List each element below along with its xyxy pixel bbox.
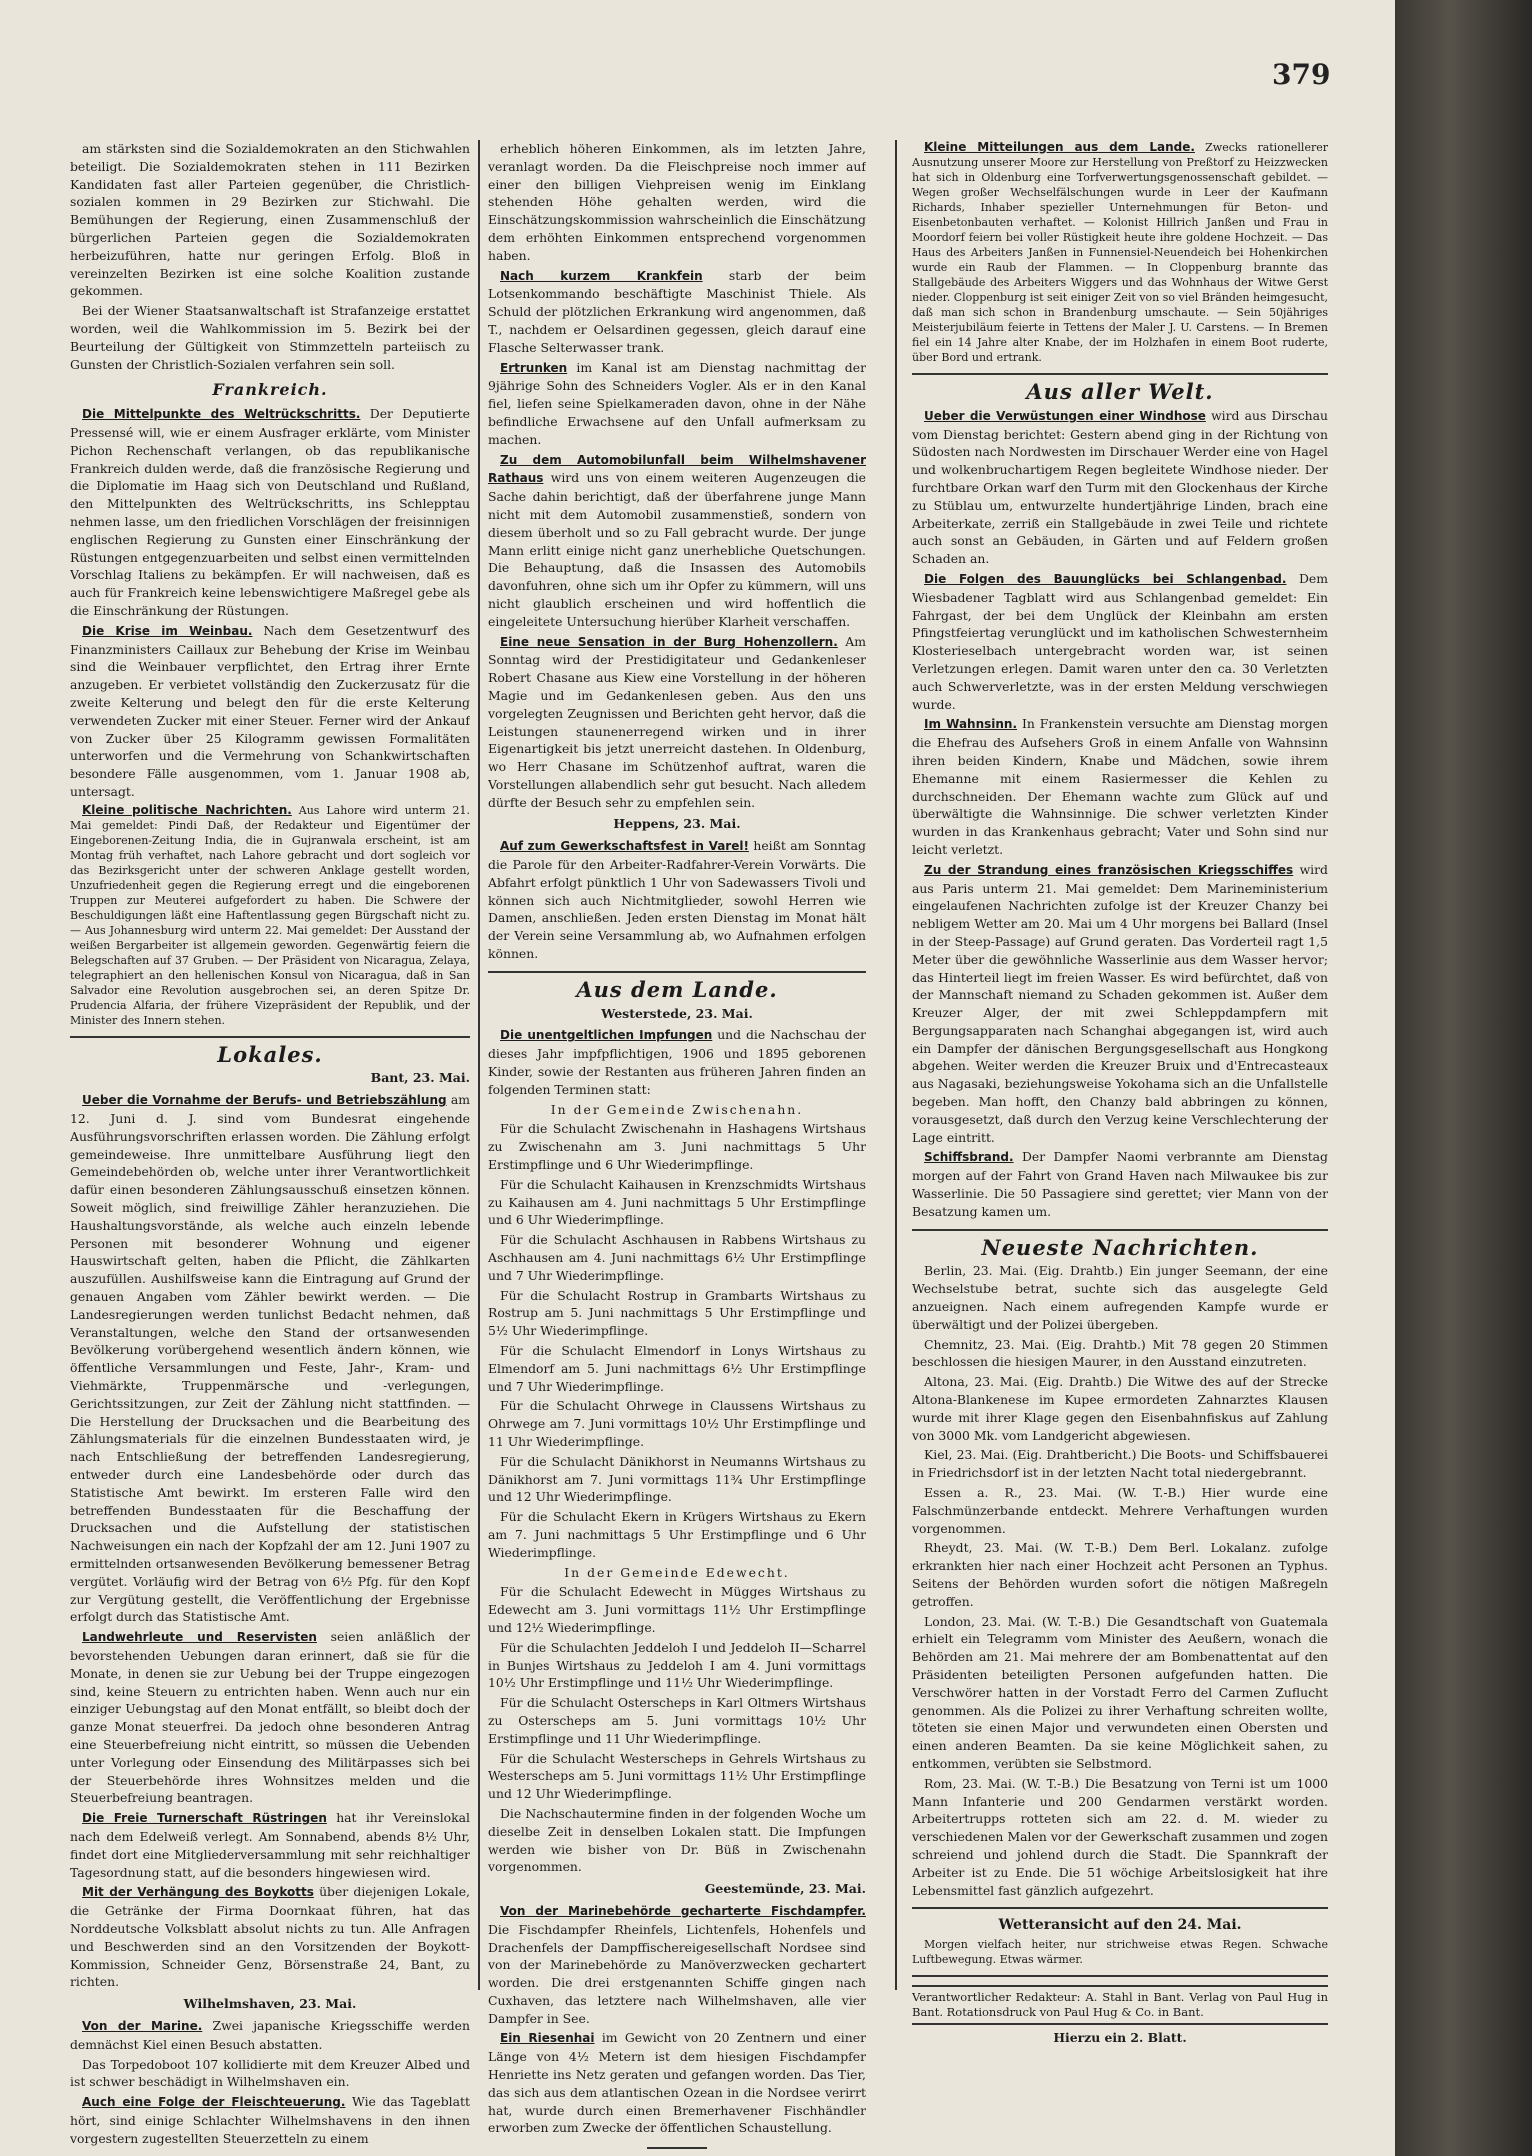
section-heading: Lokales. — [217, 1041, 323, 1067]
imprint: Verantwortlicher Redakteur: A. Stahl in Bant. Verlag von Paul Hug in Bant. Rotationsdruck von Paul Hug & Co. in Bant. — [912, 1985, 1328, 2025]
article — [488, 267, 866, 357]
article-text: Für die Schulacht Westerscheps in Gehrels Wirtshaus zu Westerscheps am 5. Juni vormittags 11½ Uhr Erstimpflinge und 12 Uhr Wiederimpflinge. — [488, 1750, 866, 1802]
article-headline: Die unentgeltlichen Impfungen — [500, 1028, 713, 1043]
article — [70, 803, 470, 1028]
news-item: Essen a. R., 23. Mai. (W. T.-B.) Hier wurde eine Falschmünzerbande entdeckt. Mehrere Verhaftungen wurden vorgenommen. — [912, 1485, 1328, 1536]
article-headline: Eine neue Sensation in der Burg Hohenzollern. — [500, 634, 838, 649]
news-item: Berlin, 23. Mai. (Eig. Drahtb.) Ein junger Seemann, der eine Wechselstube betrat, suchte sich das ausgelegte Geld anzueignen. Nach einem aufregenden Kampfe wurde er überwältigt und der Polizei übergeben. — [912, 1263, 1328, 1332]
dateline: Geestemünde, 23. Mai. — [704, 1881, 866, 1897]
article-text: Nach dem Gesetzentwurf des Finanzministers Caillaux zur Behebung der Krise im Weinbau sind die Weinbauer verpflichtet, den Ertrag ihrer Ernte anzugeben. Er verbietet vollständig den Zuckerzusatz für die zweite Kelterung und belegt den für die erste Kelterung verwendeten Zucker mit einer Steuer. Ferner wird der Ankauf von Zucker über 25 Kilogramm gewissen Formalitäten unterworfen und die Vermehrung von Schankwirtschaften besondere Fälle ausgenommen, vom 1. Januar 1908 ab, untersagt. — [70, 622, 470, 799]
column-3 — [912, 140, 1328, 2156]
article-headline: Mit der Verhängung des Boykotts — [82, 1885, 314, 1900]
article — [912, 1148, 1328, 1220]
article-text: wird aus Dirschau vom Dienstag berichtet: Gestern abend ging in der Richtung von Südosten nach Nordwesten im Dirschauer Werder eine von Hagel und wolkenbruchartigem Regen begleitete Windhose nieder. Der furchtbare Orkan warf den Turm mit den Glockenhaus der Kirche zu Stüblau um, entwurzelte hundertjährige Linden, brach eine Arbeiterkate, zerriß ein Stallgebäude in zwei Teile und richtete auch sonst an Gebäuden, in Gärten und auf Feldern großen Schaden an. — [912, 407, 1328, 567]
article — [70, 1809, 470, 1881]
separator — [488, 971, 866, 973]
article — [488, 451, 866, 631]
article-headline: Ueber die Vornahme der Berufs- und Betriebszählung — [82, 1093, 447, 1108]
article-text: im Kanal ist am Dienstag nachmittag der 9jährige Sohn des Schneiders Vogler. Als er in den Kanal fiel, liefen seine Spielkameraden davon, ohne in der Nähe befindliche Erwachsene auf den Unfall aufmerksam zu machen. — [488, 359, 866, 447]
article-headline: Kleine politische Nachrichten. — [82, 802, 292, 817]
separator — [70, 1036, 470, 1038]
article-headline: Zu der Strandung eines französischen Kriegsschiffes — [924, 862, 1294, 877]
separator — [912, 1975, 1328, 1977]
article-text: Für die Schulachten Jeddeloh I und Jeddeloh II—Scharrel in Bunjes Wirtshaus zu Jeddeloh I am 4. Juni vormittags 10½ Uhr Erstimpflinge und 11½ Uhr Wiederimpflinge. — [488, 1639, 866, 1691]
article-text: Zwecks rationellerer Ausnutzung unserer Moore zur Herstellung von Preßtorf zu Heizzwecken hat sich in Oldenburg eine Torfverwertungsgenossenschaft gebildet. — Wegen großer Wechselfälschungen wurde in Leer der Kaufmann Richards, Inhaber spezieller Unternehmungen für Beton- und Eisenbetonbauten verhaftet. — Kolonist Hillrich Janßen und Frau in Moordorf feiern bei voller Rüstigkeit heute ihre goldene Hochzeit. — Das Haus des Arbeiters Janßen in Funnensiel-Neuendeich bei Hohenkirchen wurde ein Raub der Flammen. — In Cloppenburg brannte das Stallgebäude des Arbeiters Wiggers und das Wohnhaus der Witwe Gerst nieder. Cloppenburg ist seit einiger Zeit von so viel Bränden heimgesucht, daß man sich schon in Brandenburg umschaute. — Sein 50jähriges Meisterjubiläum feierte in Tettens der Maler J. U. Carstens. — In Bremen fiel ein 14 Jahre alter Knabe, der im Holzhafen in einem Boot ruderte, über Bord und ertrank. — [912, 141, 1328, 364]
separator — [647, 2147, 707, 2149]
article-headline: Ueber die Verwüstungen einer Windhose — [924, 408, 1206, 423]
article-headline: Landwehrleute und Reservisten — [82, 1630, 317, 1645]
article — [70, 1091, 470, 1626]
article — [488, 2029, 866, 2137]
article-text: Dem Wiesbadener Tagblatt wird aus Schlangenbad gemeldet: Ein Fahrgast, der bei dem Unglück der Kleinbahn am ersten Pfingstfeiertag verunglückt und im katholischen Schwesternheim Klosterieselbach untergebracht worden war, ist seinen Verletzungen erlegen. Damit waren unter den ca. 30 Verletzten auch Schwerverletzte, was in der ersten Meldung verschwiegen wurde. — [912, 570, 1328, 712]
article-headline: Die Mittelpunkte des Weltrückschritts. — [82, 407, 361, 422]
article-text: und die Nachschau der dieses Jahr impfpflichtigen, 1906 und 1895 geborenen Kinder, sowie der Restanten aus früheren Jahren finden an folgenden Terminen statt: — [488, 1027, 866, 1097]
news-item: Altona, 23. Mai. (Eig. Drahtb.) Die Witwe des auf der Strecke Altona-Blankenese im Kupee ermordeten Zahnarztes Klausen wurde mit ihrer Klage gegen den Eisenbahnfiskus auf Zahlung von 3000 Mk. vom Landgericht abgewiesen. — [912, 1374, 1328, 1443]
article-text: heißt am Sonntag die Parole für den Arbeiter-Radfahrer-Verein Vorwärts. Die Abfahrt erfolgt pünktlich 1 Uhr von Sadewassers Tivoli und können sich auch Nichtmitglieder, sowohl Herren wie Damen, anschließen. Jeden ersten Dienstag im Monat hält der Verein seine Versammlung ab, wo Aufnahmen erfolgen können. — [488, 838, 866, 962]
article-text: Für die Schulacht Rostrup in Grambarts Wirtshaus zu Rostrup am 5. Juni nachmittags 5 Uhr Erstimpflinge und 5½ Uhr Wiederimpflinge. — [488, 1287, 866, 1339]
article — [488, 837, 866, 963]
article-headline: Von der Marinebehörde gecharterte Fischdampfer. — [500, 1903, 866, 1918]
dateline: Wilhelmshaven, 23. Mai. — [183, 1996, 357, 2012]
section-heading: Neueste Nachrichten. — [981, 1234, 1259, 1260]
separator — [912, 373, 1328, 375]
article-text: im Gewicht von 20 Zentnern und einer Länge von 4½ Metern ist dem hiesigen Fischdampfer Henriette ins Netz geraten und gefangen worden. Das Tier, das sich aus dem atlantischen Ozean in die Nordsee verirrt hat, wurde durch einen Bremerhavener Fischhändler erworben zum Zwecke der öffentlichen Schaustellung. — [488, 2030, 866, 2136]
article-text: Für die Schulacht Elmendorf in Lonys Wirtshaus zu Elmendorf am 5. Juni nachmittags 6½ Uhr Erstimpflinge und 7 Uhr Wiederimpflinge. — [488, 1343, 866, 1394]
article-headline: Von der Marine. — [82, 2018, 203, 2033]
article-text: starb der beim Lotsenkommando beschäftigte Maschinist Thiele. Als Schuld der plötzlichen Erkrankung wird angenommen, daß T., nachdem er Oelsardinen gegessen, gleich darauf eine Flasche Selterwasser trank. — [488, 267, 866, 355]
article-text: Für die Schulacht Ekern in Krügers Wirtshaus zu Ekern am 7. Juni nachmittags 5 Uhr Erstimpflinge und 6 Uhr Wiederimpflinge. — [488, 1509, 866, 1560]
article-text: Für die Schulacht Zwischenahn in Hashagens Wirtshaus zu Zwischenahn am 3. Juni nachmittags 5 Uhr Erstimpflinge und 6 Uhr Wiederimpflinge. — [488, 1121, 866, 1173]
article-headline: Die Krise im Weinbau. — [82, 623, 253, 638]
section-heading: Frankreich. — [212, 380, 328, 400]
article-text: Die Nachschautermine finden in der folgenden Woche um dieselbe Zeit in denselben Lokalen statt. Die Impfungen werden wie bisher von Dr. Büß in Zwischenahn vorgenommen. — [488, 1805, 866, 1875]
article-text: Das Torpedoboot 107 kollidierte mit dem Kreuzer Albed und ist schwer beschädigt in Wilhelmshaven ein. — [70, 2056, 470, 2090]
article-text: Wie das Tageblatt hört, sind einige Schlachter Wilhelmshavens in den ihnen vorgestern zugestellten Steuerzetteln zu einem — [70, 2094, 470, 2146]
news-item: Rheydt, 23. Mai. (W. T.-B.) Dem Berl. Lokalanz. zufolge erkrankten hier nach einer Hochzeit acht Personen an Typhus. Seitens der Behörden wurden sofort die nötigen Maßregeln getroffen. — [912, 1540, 1328, 1609]
news-item: Rom, 23. Mai. (W. T.-B.) Die Besatzung von Terni ist um 1000 Mann Infanterie und 200 Gendarmen verstärkt worden. Arbeitertrupps rotteten sich am 22. d. M. wieder zu verschiedenen Malen vor der Gewerkschaft zusammen und zogen schreiend und johlend durch die Stadt. Die Spannkraft der Arbeiter ist zu Ende. Die 51 wöchige Arbeitslosigkeit hat ihre Lebensmittel fast gänzlich aufgezehrt. — [912, 1775, 1328, 1898]
separator — [912, 1907, 1328, 1909]
article — [912, 715, 1328, 858]
separator — [912, 1229, 1328, 1231]
article-text: am stärksten sind die Sozialdemokraten an den Stichwahlen beteiligt. Die Sozialdemokraten stehen in 111 Bezirken Kandidaten fast aller Parteien gegenüber, die Christlich-sozialen kommen in 29 Bezirken zur Stichwahl. Die Bemühungen der Regierung, einen Zusammenschluß der bürgerlichen Parteien gegen die Sozialdemokraten herbeizuführen, hatte nur geringen Erfolg. Bloß in vereinzelten Bezirken ist eine solche Koalition zustande gekommen. — [70, 141, 470, 299]
column-divider — [895, 140, 897, 1990]
article-headline: Ertrunken — [500, 360, 568, 375]
article-text: erheblich höheren Einkommen, als im letzten Jahre, veranlagt worden. Da die Fleischpreise noch immer auf einer den billigen Viehpreisen wenig im Einklang stehenden Höhe gehalten werden, wird die Einschätzungskommission wahrscheinlich die Einschätzung dem erhöhten Einkommen entsprechend vorgenommen haben. — [488, 141, 866, 263]
article-text: Der Deputierte Pressensé will, wie er einem Ausfrager erklärte, vom Minister Pichon Rechenschaft verlangen, ob das republikanische Frankreich dulden werde, daß die französische Regierung und die Diplomatie im Haag sich von Deutschland und Rußland, den Mittelpunkten des Weltrückschritts, ins Schlepptau nehmen lasse, um den friedlichen Vorschlägen der freisinnigen englischen Regierung zu Gunsten einer Einschränkung der Rüstungen entgegenzuarbeiten und selbst einen vermittelnden Vorschlag Italiens zu bekämpfen. Er will nachweisen, daß es auch für Frankreich keine lebenswichtigere Maßregel gebe als die Einschränkung der Rüstungen. — [70, 406, 470, 618]
article — [70, 622, 470, 801]
article — [488, 1902, 866, 2028]
article-text: Aus Lahore wird unterm 21. Mai gemeldet: Pindi Daß, der Redakteur und Eigentümer der Eingeborenen-Zeitung India, die in Gujranwala erscheint, ist am Montag früh verhaftet, nach Lahore gebracht und dort sogleich vor das Bezirksgericht unter der schweren Anklage gestellt worden, Unzufriedenheit gegen die Regierung erregt und die eingeborenen Truppen zur Meuterei aufgefordert zu haben. Die Schwere der Beschuldigungen läßt eine Haftentlassung gegen Bürgschaft nicht zu. — Aus Johannesburg wird unterm 22. Mai gemeldet: Der Ausstand der weißen Bergarbeiter ist allgemein geworden. Gegenwärtig feiern die Belegschaften auf 37 Gruben. — Der Präsident von Nicaragua, Zelaya, telegraphiert an den hellenischen Konsul von Nicaragua, daß in San Salvador eine Revolution ausgebrochen sei, an deren Spitze Dr. Prudencia Alfaria, der frühere Vizepräsident der Republik, und der Minister des Innern stehen. — [70, 803, 470, 1027]
article-text: wird uns von einem weiteren Augenzeugen die Sache dahin berichtigt, daß der überfahrene junge Mann nicht mit dem Automobil zusammenstieß, sondern von diesem überholt und so zu Fall gebracht wurde. Der junge Mann erlitt einige nicht ganz unerhebliche Quetschungen. Die Behauptung, daß die Insassen des Automobils davonfuhren, ohne sich um ihr Opfer zu kümmern, will uns nicht glaublich erscheinen und wird hoffentlich die eingeleitete Untersuchung hierüber Klarheit verschaffen. — [488, 470, 866, 629]
subheading: In der Gemeinde Zwischenahn. — [550, 1101, 804, 1117]
article — [488, 1026, 866, 1098]
article-text: Für die Schulacht Ohrwege in Claussens Wirtshaus zu Ohrwege am 7. Juni vormittags 10½ Uhr Erstimpflinge und 11 Uhr Wiederimpflinge. — [488, 1398, 866, 1449]
article — [70, 2093, 470, 2147]
article-headline: Kleine Mitteilungen aus dem Lande. — [924, 140, 1195, 154]
news-item: Kiel, 23. Mai. (Eig. Drahtbericht.) Die Boots- und Schiffsbauerei in Friedrichsdorf ist in der letzten Nacht total niedergebrannt. — [912, 1447, 1328, 1481]
article — [70, 405, 470, 620]
article-headline: Die Folgen des Bauunglücks bei Schlangenbad. — [924, 571, 1287, 586]
article-text: über diejenigen Lokale, die Getränke der Firma Doornkaat führen, hat das Norddeutsche Volksblatt absolut nichts zu tun. Alle Anfragen und Beschwerden sind an den Vorsitzenden der Boykott-Kommission, Schneider Genz, Börsenstraße 24, Bant, zu richten. — [70, 1884, 470, 1990]
dateline: Heppens, 23. Mai. — [613, 816, 741, 832]
article — [70, 2017, 470, 2054]
article — [70, 1883, 470, 1991]
article-headline: Ein Riesenhai — [500, 2031, 595, 2046]
article-headline: Die Freie Turnerschaft Rüstringen — [82, 1811, 327, 1826]
article-text: wird aus Paris unterm 21. Mai gemeldet: Dem Marineministerium eingelaufenen Nachrichten zufolge ist der Kreuzer Chanzy bei nebligem Wetter am 20. Mai um 4 Uhr morgens bei Ballard (Insel in der Steep-Passage) auf Grund geraten. Das Vorderteil ragt 1,5 Meter über die gewöhnliche Wasserlinie aus dem Wasser hervor; das Hinterteil liegt im freien Wasser. Es wird befürchtet, daß von der Mannschaft niemand zu Schaden gekommen ist. Außer dem Kreuzer Alger, der mit zwei Schleppdampfern mit Bergungsapparaten nach Schanghai abgegangen ist, wird auch ein Dampfer der dänischen Bergungsgesellschaft aus Hongkong abgehen. Weiter werden die Kreuzer Bruix und d'Entrecasteaux aus Nagasaki, beziehungsweise Yokohama sich an die Unfallstelle begeben. Man hofft, den Chanzy bald abbringen zu können, vorausgesetzt, daß durch den Verzug keine Verschlechterung der Lage eintritt. — [912, 861, 1328, 1145]
article-text: Für die Schulacht Aschhausen in Rabbens Wirtshaus zu Aschhausen am 4. Juni nachmittags 6½ Uhr Erstimpflinge und 7 Uhr Wiederimpflinge. — [488, 1232, 866, 1283]
section-heading: Aus aller Welt. — [1026, 379, 1214, 404]
article — [488, 633, 866, 812]
article — [912, 140, 1328, 365]
section-heading: Aus dem Lande. — [576, 976, 778, 1002]
supplement-note: Hierzu ein 2. Blatt. — [1053, 2030, 1187, 2046]
article-text: Bei der Wiener Staatsanwaltschaft ist Strafanzeige erstattet worden, weil die Wahlkommission im 5. Bezirk bei der Beurteilung der Gültigkeit von Stimmzetteln parteiisch zu Gunsten der Christlich-Sozialen verfahren sein soll. — [70, 303, 470, 372]
article-text: Für die Schulacht Osterscheps in Karl Oltmers Wirtshaus zu Osterscheps am 5. Juni vormittags 10½ Uhr Erstimpflinge und 11 Uhr Wiederimpflinge. — [488, 1695, 866, 1746]
weather-heading: Wetteransicht auf den 24. Mai. — [998, 1917, 1242, 1934]
news-item: London, 23. Mai. (W. T.-B.) Die Gesandtschaft von Guatemala erhielt ein Telegramm vom Minister des Aeußern, wonach die Behörden am 21. Mai mehrere der am Bombenattentat auf den Präsidenten beteiligten Personen aufgefunden hatten. Die Verschwörer hatten in der Vorstadt Ferro del Carmen Zuflucht genommen. Als die Polizei zu ihrer Verhaftung schreiten wollte, töteten sie einen Major und verwundeten einen Obersten und einen anderen Beamten. Da sie keine Möglichkeit sahen, zu entkommen, verübten sie Selbstmord. — [912, 1613, 1328, 1771]
article — [488, 359, 866, 449]
weather-text: Morgen vielfach heiter, nur strichweise etwas Regen. Schwache Luftbewegung. Etwas wärmer. — [912, 1938, 1328, 1967]
article-text: seien anläßlich der bevorstehenden Uebungen daran erinnert, daß sie für die Monate, in denen sie zur Uebung bei der Truppe eingezogen sind, keine Steuern zu entrichten haben. Wenn auch nur ein einziger Uebungstag auf den Monat entfällt, so bleibt doch der ganze Monat steuerfrei. Da jedoch ohne besonderen Antrag eine Steuerbefreiung nicht eintritt, so müssen die Uebenden unter Vorlegung oder Einsendung des Militärpasses sich bei der Steuerbehörde ihres Wohnsitzes melden und die Steuerbefreiung beantragen. — [70, 1629, 470, 1806]
article-headline: Schiffsbrand. — [924, 1150, 1014, 1165]
column-1 — [70, 140, 470, 2156]
article-headline: Auch eine Folge der Fleischteuerung. — [82, 2095, 346, 2110]
column-2 — [488, 140, 866, 2156]
article — [70, 1628, 470, 1807]
dateline: Westerstede, 23. Mai. — [601, 1005, 753, 1021]
article — [912, 861, 1328, 1147]
article-text: am 12. Juni d. J. sind vom Bundesrat eingehende Ausführungsvorschriften erlassen worden. Die Zählung erfolgt gemeindeweise. Ihre unmittelbare Ausführung liegt den Gemeindebehörden ob, welche unter ihrer Verantwortlichkeit dafür einen besonderen Zählungsausschuß einsetzen können. Soweit möglich, sind freiwillige Zähler heranzuziehen. Die Haushaltungsvorstände, als welche auch einzeln lebende Personen mit besonderer Wohnung und eigener Hauswirtschaft gelten, haben die Pflicht, die Zählkarten auszufüllen. Aushilfsweise kann die Eintragung auf Grund der genauen Angaben vom Zähler bewirkt werden. — Die Landesregierungen werden tunlichst Bedacht nehmen, daß Veranstaltungen, welche den Stand der ortsanwesenden Bevölkerung vorübergehend wesentlich ändern können, wie öffentliche Versammlungen und Feste, Jahr-, Kram- und Viehmärkte, Truppenmärsche und -verlegungen, Gerichtssitzungen, zur Zeit der Zählung nicht stattfinden. — Die Herstellung der Drucksachen und die Bearbeitung des Zählungsmaterials für die einzelnen Bundesstaaten wird, je nach Entschließung der betreffenden Landesregierung, entweder durch eine Landesbehörde oder durch das Statistische Amt bewirkt. Im ersteren Falle wird den betreffenden Bundesstaaten für die Beschaffung der Drucksachen und die Aufstellung der statistischen Nachweisungen ein nach der Kopfzahl der am 12. Juni 1907 zu ermittelnden ortsanwesenden Bevölkerung bemessener Betrag vergütet. Vorläufig wird der Betrag von 6½ Pfg. für den Kopf zur Vergütung gestellt, die Veröffentlichung der Ergebnisse erfolgt durch das Statistische Amt. — [70, 1092, 470, 1625]
article-headline: Auf zum Gewerkschaftsfest in Varel! — [500, 839, 749, 854]
article — [912, 570, 1328, 713]
article-headline: Nach kurzem Krankfein — [500, 268, 703, 283]
subheading: In der Gemeinde Edewecht. — [564, 1564, 790, 1580]
article-text: Am Sonntag wird der Prestidigitateur und Gedankenleser Robert Chasane aus Kiew eine Vorstellung in der höheren Magie und im Gedankenlesen geben. Aus den uns vorgelegten Zeugnissen und Berichten geht hervor, daß die Leistungen staunenerregend wirken und in ihrer Eigenartigkeit bis jetzt unerreicht dastehen. In Oldenburg, wo Herr Chasane im Schützenhof auftrat, waren die Vorstellungen allabendlich sehr gut besucht. Nach alledem dürfte der Besuch sehr zu empfehlen sein. — [488, 633, 866, 810]
page-edge-shadow — [1395, 0, 1532, 2156]
news-item: Chemnitz, 23. Mai. (Eig. Drahtb.) Mit 78 gegen 20 Stimmen beschlossen die hiesigen Maurer, in den Ausstand einzutreten. — [912, 1336, 1328, 1370]
article-text: Die Fischdampfer Rheinfels, Lichtenfels, Hohenfels und Drachenfels der Dampffischereigesellschaft Nordsee sind von der Marinebehörde zu Manöverzwecken gechartert worden. Die drei erstgenannten Schiffe gingen nach Cuxhaven, das letztere nach Wilhelmshaven, alle vier Dampfer in See. — [488, 1921, 866, 2026]
article — [912, 407, 1328, 568]
article-text: hat ihr Vereinslokal nach dem Edelweiß verlegt. Am Sonnabend, abends 8½ Uhr, findet dort eine Mitgliederversammlung mit sehr reichhaltiger Tagesordnung statt, auf die besonders hingewiesen wird. — [70, 1810, 470, 1880]
page-number: 379 — [1272, 58, 1331, 91]
article-text: Für die Schulacht Edewecht in Mügges Wirtshaus zu Edewecht am 3. Juni vormittags 11½ Uhr Erstimpflinge und 12½ Wiederimpflinge. — [488, 1584, 866, 1635]
article-text: In Frankenstein versuchte am Dienstag morgen die Ehefrau des Aufsehers Groß in einem Anfalle von Wahnsinn ihren beiden Kindern, Knabe und Mädchen, sowie ihrem Ehemanne mit einem Rasiermesser die Kehlen zu durchschneiden. Der Ehemann wachte zum Glück auf und überwältigte die Wahnsinnige. Die schwer verletzten Kinder wurden in das Krankenhaus gebracht; Vater und Sohn sind nur leicht verletzt. — [912, 716, 1328, 857]
article-headline: Im Wahnsinn. — [924, 717, 1018, 732]
article-text: Der Dampfer Naomi verbrannte am Dienstag morgen auf der Fahrt von Grand Haven nach Milwaukee bis zur Wasserlinie. Die 50 Passagiere sind gerettet; vier Mann von der Besatzung kamen um. — [912, 1149, 1328, 1219]
article-headline: Zu dem Automobilunfall beim Wilhelmshavener Rathaus — [488, 452, 866, 486]
article-text: Für die Schulacht Dänikhorst in Neumanns Wirtshaus zu Dänikhorst am 7. Juni vormittags 11¾ Uhr Erstimpflinge und 12 Uhr Wiederimpflinge. — [488, 1453, 866, 1505]
article-text: Für die Schulacht Kaihausen in Krenzschmidts Wirtshaus zu Kaihausen am 4. Juni nachmittags 5 Uhr Erstimpflinge und 6 Uhr Wiederimpflinge. — [488, 1176, 866, 1228]
article-text: Zwei japanische Kriegsschiffe werden demnächst Kiel einen Besuch abstatten. — [70, 2017, 470, 2052]
column-divider — [478, 140, 480, 1990]
dateline: Bant, 23. Mai. — [370, 1070, 470, 1086]
